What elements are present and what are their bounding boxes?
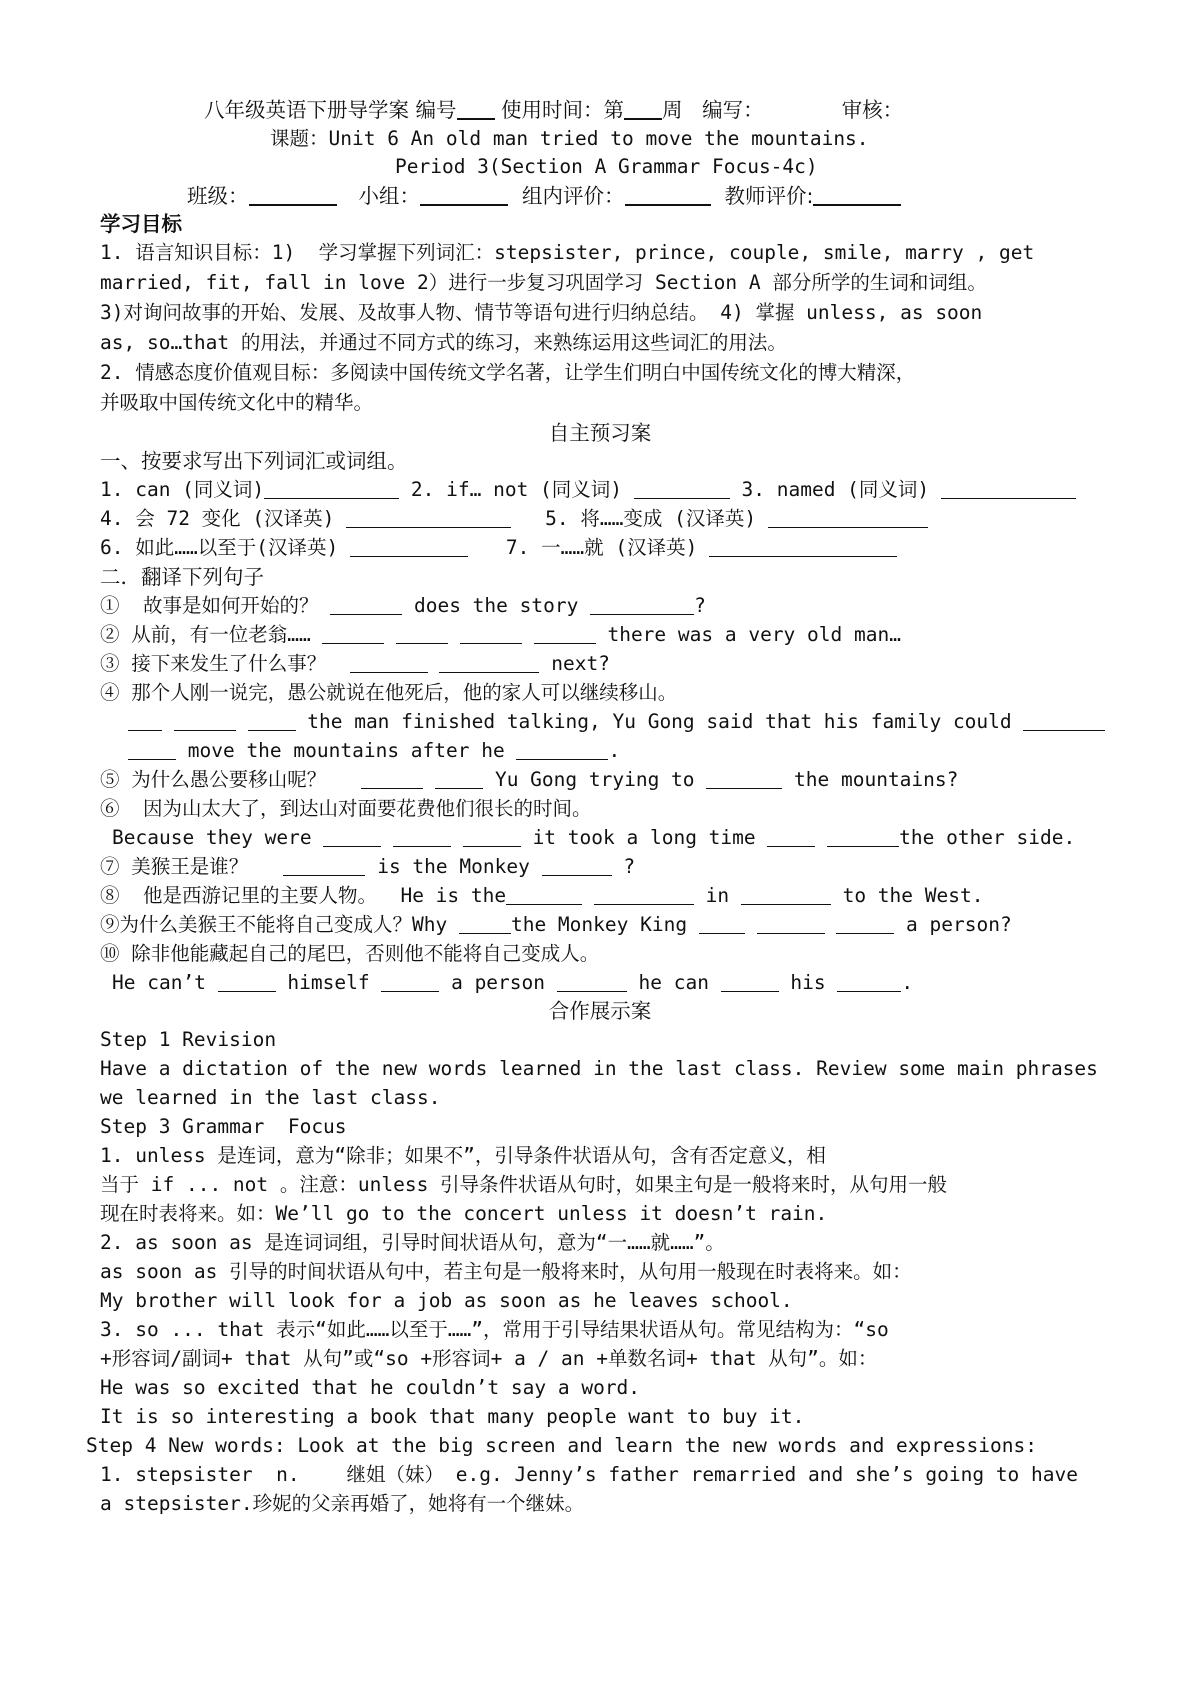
q2-label: 2. if… not (同义词) <box>399 478 634 501</box>
s8-text-a: ⑧ 他是西游记里的主要人物。 He is the <box>100 884 507 907</box>
s9-blank-1[interactable] <box>459 911 511 934</box>
s1-text: does the story <box>402 594 591 617</box>
q7-blank[interactable] <box>709 534 897 557</box>
s9-blank-3[interactable] <box>757 911 825 934</box>
reviewer-label: 审核： <box>841 98 904 122</box>
s1-blank-1[interactable] <box>330 592 402 615</box>
part1-heading: 一、按要求写出下列词汇或词组。 <box>100 449 408 473</box>
s5-chinese: ⑤ 为什么愚公要移山呢？ <box>100 768 362 791</box>
s6-blank-2[interactable] <box>393 824 451 847</box>
s10-end: . <box>901 971 914 994</box>
s4-text-a: the man finished talking, Yu Gong said that his family could <box>295 710 1024 733</box>
sentence-2 <box>100 620 1110 650</box>
s10-text-d: he can <box>626 971 721 994</box>
s1-blank-2[interactable] <box>590 592 694 615</box>
grammar-1c: 现在时表将来。如：We’ll go to the concert unless it doesn’t rain. <box>100 1202 828 1225</box>
s1-end: ? <box>694 594 706 617</box>
objective-line-6: 并吸取中国传统文化中的精华。 <box>100 391 374 414</box>
s7-blank-2[interactable] <box>542 853 612 876</box>
s2-text: there was a very old man… <box>595 623 901 646</box>
q5-blank[interactable] <box>768 505 928 528</box>
preview-heading: 自主预习案 <box>548 421 652 445</box>
step1-heading: Step 1 Revision <box>100 1028 277 1051</box>
s2-blank-4[interactable] <box>534 621 596 644</box>
grammar-3a: 3. so ... that 表示“如此……以至于……”，常用于引导结果状语从句。常见结构为：“so <box>100 1318 889 1341</box>
s10-text-a: He can’t <box>112 971 218 994</box>
s10-blank-4[interactable] <box>721 969 779 992</box>
sentence-4-english-b <box>128 736 1138 766</box>
q4-blank[interactable] <box>346 505 511 528</box>
objective-line-1: 1. 语言知识目标：1) 学习掌握下列词汇：stepsister, prince, couple, smile, marry , get <box>100 241 1035 264</box>
worksheet-title-line <box>204 95 1200 125</box>
s9-blank-4[interactable] <box>836 911 894 934</box>
s1-chinese: ① 故事是如何开始的？ <box>100 594 331 617</box>
s3-blank-2[interactable] <box>439 650 539 673</box>
s2-chinese: ② 从前，有一位老翁…… <box>100 623 323 646</box>
sentence-9 <box>100 910 1110 940</box>
s7-chinese: ⑦ 美猴王是谁？ <box>100 855 284 878</box>
s6-text-a: Because they were <box>112 826 324 849</box>
group-blank[interactable] <box>420 182 508 206</box>
s7-text: is the Monkey <box>365 855 542 878</box>
class-info-line <box>187 181 1197 211</box>
grammar-3c: He was so excited that he couldn’t say a word. <box>100 1376 641 1399</box>
s10-text-e: his <box>778 971 838 994</box>
sentence-3 <box>100 649 1110 679</box>
q5-label: 5. 将……变成 (汉译英) <box>545 507 768 530</box>
vocab-row-3 <box>100 533 1110 563</box>
grammar-2b: as soon as 引导的时间状语从句中，若主句是一般将来时，从句用一般现在时表将来。如： <box>100 1260 912 1283</box>
s4-blank-2[interactable] <box>174 708 236 731</box>
editor-label: 周 编写： <box>662 98 764 122</box>
grammar-3b: +形容词/副词+ that 从句”或“so +形容词+ a / an +单数名词+ that 从句”。如： <box>100 1347 878 1370</box>
s6-blank-5[interactable] <box>827 824 899 847</box>
group-label: 小组： <box>358 184 420 208</box>
s9-text-b: the Monkey King <box>510 913 699 936</box>
period-line: Period 3(Section A Grammar Focus-4c) <box>395 155 818 178</box>
s8-blank-3[interactable] <box>741 882 831 905</box>
s4-blank-1[interactable] <box>128 708 162 731</box>
objectives-heading: 学习目标 <box>100 212 182 236</box>
q7-label: 7. 一……就 (汉译英) <box>505 536 710 559</box>
q1-blank[interactable] <box>264 476 399 499</box>
grammar-1b: 当于 if ... not 。注意：unless 引导条件状语从句时，如果主句是一般将来时，从句用一般 <box>100 1173 948 1196</box>
s5-blank-1[interactable] <box>361 766 423 789</box>
s10-blank-3[interactable] <box>557 969 627 992</box>
q4-label: 4. 会 72 变化 (汉译英) <box>100 507 347 530</box>
s6-blank-1[interactable] <box>323 824 381 847</box>
step1-text-a: Have a dictation of the new words learned in the last class. Review some main phrases <box>100 1057 1098 1080</box>
teacher-eval-label: 教师评价: <box>724 184 814 208</box>
teacher-eval-blank[interactable] <box>813 182 901 206</box>
class-blank[interactable] <box>249 182 337 206</box>
s5-text-b: the mountains? <box>782 768 959 791</box>
sentence-4-english-a <box>128 707 1138 737</box>
s3-chinese: ③ 接下来发生了什么事？ <box>100 652 350 675</box>
week-blank[interactable] <box>624 96 662 120</box>
s2-blank-2[interactable] <box>396 621 448 644</box>
grammar-2a: 2. as soon as 是连词词组，引导时间状语从句，意为“一……就……”。 <box>100 1231 725 1254</box>
sentence-10-english <box>112 968 1122 998</box>
q3-label: 3. named (同义词) <box>729 478 941 501</box>
number-blank[interactable] <box>457 96 495 120</box>
s9-blank-2[interactable] <box>699 911 745 934</box>
new-word-1b: a stepsister.珍妮的父亲再婚了，她将有一个继妹。 <box>100 1492 585 1515</box>
objective-line-5: 2. 情感态度价值观目标：多阅读中国传统文学名著，让学生们明白中国传统文化的博大精深， <box>100 361 916 384</box>
grammar-1a: 1. unless 是连词，意为“除非；如果不”，引导条件状语从句，含有否定意义，相 <box>100 1144 826 1167</box>
s4-blank-5[interactable] <box>128 737 176 760</box>
s8-blank-1[interactable] <box>506 882 582 905</box>
grammar-3d: It is so interesting a book that many people want to buy it. <box>100 1405 805 1428</box>
sentence-7 <box>100 852 1110 882</box>
class-label: 班级： <box>187 184 249 208</box>
s6-text-c: the other side. <box>899 826 1076 849</box>
s6-blank-4[interactable] <box>767 824 815 847</box>
objective-line-2: married, fit, fall in love 2）进行一步复习巩固学习 Section A 部分所学的生词和词组。 <box>100 271 987 294</box>
cooperation-heading: 合作展示案 <box>548 999 652 1023</box>
s4-blank-4[interactable] <box>1023 708 1105 731</box>
sentence-8 <box>100 881 1110 911</box>
sentence-6-english <box>112 823 1122 853</box>
q1-label: 1. can (同义词) <box>100 478 265 501</box>
s9-text-a: ⑨为什么美猴王不能将自己变成人？Why <box>100 913 459 936</box>
s4-blank-6[interactable] <box>516 737 608 760</box>
sentence-5 <box>100 765 1110 795</box>
s5-blank-3[interactable] <box>706 766 782 789</box>
objective-line-4: as, so…that 的用法，并通过不同方式的练习，来熟练运用这些词汇的用法。 <box>100 331 787 354</box>
s3-blank-1[interactable] <box>350 650 428 673</box>
s5-blank-2[interactable] <box>435 766 483 789</box>
time-label: 使用时间：第 <box>494 98 625 122</box>
s10-blank-2[interactable] <box>381 969 439 992</box>
q6-blank[interactable] <box>350 534 468 557</box>
objective-line-3: 3)对询问故事的开始、发展、及故事人物、情节等语句进行归纳总结。 4) 掌握 unless, as soon <box>100 301 983 324</box>
s10-text-b: himself <box>275 971 382 994</box>
part2-heading: 二．翻译下列句子 <box>100 565 264 589</box>
s3-text: next? <box>539 652 610 675</box>
s9-text-c: a person? <box>894 913 1012 936</box>
s7-end: ? <box>611 855 636 878</box>
s6-blank-3[interactable] <box>463 824 521 847</box>
s7-blank-1[interactable] <box>283 853 365 876</box>
s10-text-c: a person <box>439 971 557 994</box>
vocab-row-1 <box>100 475 1110 505</box>
sentence-6-chinese: ⑥ 因为山太大了，到达山对面要花费他们很长的时间。 <box>100 797 592 820</box>
peer-eval-blank[interactable] <box>625 182 711 206</box>
sentence-4-chinese: ④ 那个人刚一说完，愚公就说在他死后，他的家人可以继续移山。 <box>100 681 678 704</box>
step4-heading: Step 4 New words: Look at the big screen and learn the new words and expressions: <box>86 1434 1037 1457</box>
q3-blank[interactable] <box>941 476 1076 499</box>
title-text: 八年级英语下册导学案 编号 <box>204 98 457 122</box>
s4-text-b: move the mountains after he <box>176 739 517 762</box>
sentence-10-chinese: ⑩ 除非他能藏起自己的尾巴，否则他不能将自己变成人。 <box>100 942 600 965</box>
sentence-1 <box>100 591 1110 621</box>
s2-blank-3[interactable] <box>460 621 522 644</box>
s10-blank-5[interactable] <box>837 969 901 992</box>
step3-heading: Step 3 Grammar Focus <box>100 1115 347 1138</box>
s10-blank-1[interactable] <box>218 969 276 992</box>
s4-blank-3[interactable] <box>248 708 296 731</box>
s8-blank-2[interactable] <box>594 882 694 905</box>
s4-end: . <box>608 739 621 762</box>
s2-blank-1[interactable] <box>322 621 384 644</box>
s6-text-b: it took a long time <box>520 826 768 849</box>
grammar-2c: My brother will look for a job as soon as he leaves school. <box>100 1289 793 1312</box>
vocab-row-2 <box>100 504 1110 534</box>
topic-line: 课题：Unit 6 An old man tried to move the mountains. <box>270 127 869 150</box>
q2-blank[interactable] <box>634 476 730 499</box>
s8-text-b: in <box>693 884 741 907</box>
step1-text-b: we learned in the last class. <box>100 1086 441 1109</box>
s8-text-c: to the West. <box>830 884 984 907</box>
s5-text-a: Yu Gong trying to <box>483 768 707 791</box>
peer-eval-label: 组内评价： <box>522 184 625 208</box>
q6-label: 6. 如此……以至于(汉译英) <box>100 536 350 559</box>
new-word-1a: 1. stepsister n. 继姐（妹） e.g. Jenny’s father remarried and she’s going to have <box>100 1463 1078 1486</box>
